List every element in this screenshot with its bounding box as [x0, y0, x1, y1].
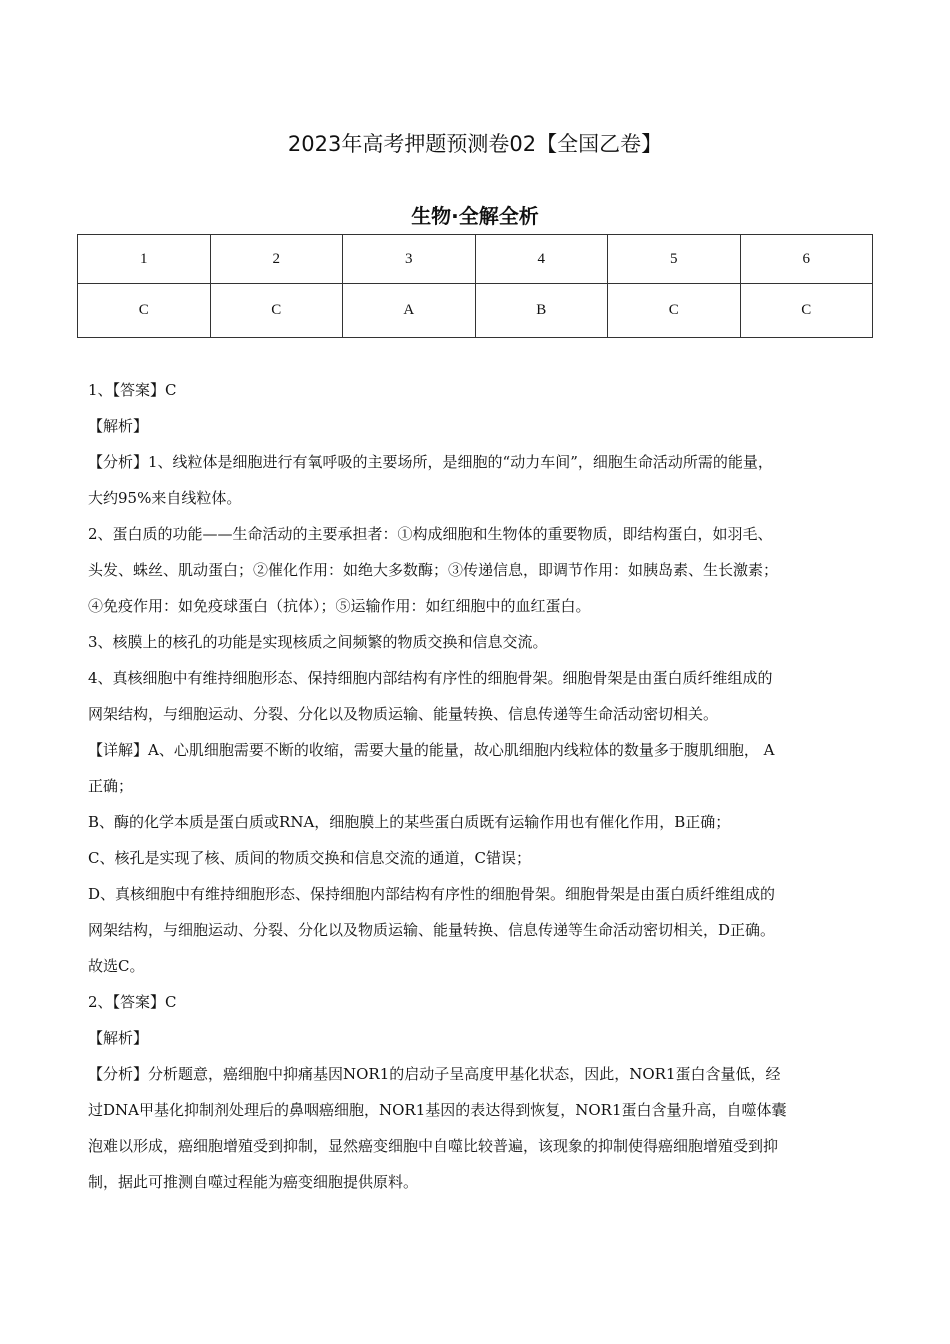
text-line: 【详解】A、心肌细胞需要不断的收缩，需要大量的能量，故心肌细胞内线粒体的数量多于腹肌细胞， A	[88, 741, 775, 759]
answer-cell: C	[608, 284, 741, 338]
text-line: 故选C。	[88, 957, 145, 975]
text-line: B、酶的化学本质是蛋白质或RNA，细胞膜上的某些蛋白质既有运输作用也有催化作用，B正确；	[88, 813, 731, 831]
answer-cell: A	[343, 284, 476, 338]
answer-cell: B	[475, 284, 608, 338]
answer-cell: C	[78, 284, 211, 338]
text-line: D、真核细胞中有维持细胞形态、保持细胞内部结构有序性的细胞骨架。细胞骨架是由蛋白质纤维组成的	[88, 885, 776, 903]
question-number-cell: 5	[608, 235, 741, 284]
text-line: 【分析】分析题意，癌细胞中抑痛基因NOR1的启动子呈高度甲基化状态，因此，NOR1蛋白含量低，经	[88, 1065, 781, 1083]
text-line: 泡难以形成，癌细胞增殖受到抑制，显然癌变细胞中自噬比较普遍，该现象的抑制使得癌细胞增殖受到抑	[88, 1137, 779, 1155]
text-line: 3、核膜上的核孔的功能是实现核质之间频繁的物质交换和信息交流。	[88, 633, 548, 651]
text-line: 2、【答案】C	[88, 993, 177, 1011]
document-subtitle: 生物·全解全析	[411, 204, 539, 228]
answer-table-number-row	[78, 235, 873, 284]
question-number-cell: 6	[740, 235, 873, 284]
text-line: 头发、蛛丝、肌动蛋白；②催化作用：如绝大多数酶；③传递信息，即调节作用：如胰岛素、生长激素；	[88, 561, 779, 579]
answer-cell: C	[740, 284, 873, 338]
text-line: 过DNA甲基化抑制剂处理后的鼻咽癌细胞，NOR1基因的表达得到恢复，NOR1蛋白含量升高，自噬体囊	[88, 1101, 787, 1119]
text-line: 【分析】1、线粒体是细胞进行有氧呼吸的主要场所，是细胞的“动力车间”，细胞生命活动所需的能量，	[88, 453, 773, 471]
text-line: 正确；	[88, 777, 134, 795]
text-line: 网架结构，与细胞运动、分裂、分化以及物质运输、能量转换、信息传递等生命活动密切相关。	[88, 705, 719, 723]
text-line: 【解析】	[88, 417, 149, 435]
answer-table-answer-row	[78, 284, 873, 338]
document-title: 2023年高考押题预测卷02【全国乙卷】	[287, 132, 663, 156]
explanation-body	[88, 372, 878, 1200]
question-number-cell: 3	[343, 235, 476, 284]
text-line: 大约95%来自线粒体。	[88, 489, 242, 507]
text-line: 【解析】	[88, 1029, 149, 1047]
text-line: ④免疫作用：如免疫球蛋白（抗体）；⑤运输作用：如红细胞中的血红蛋白。	[88, 597, 591, 615]
question-number-cell: 2	[210, 235, 343, 284]
text-line: 网架结构，与细胞运动、分裂、分化以及物质运输、能量转换、信息传递等生命活动密切相关，D正确。	[88, 921, 776, 939]
text-line: C、核孔是实现了核、质间的物质交换和信息交流的通道，C错误；	[88, 849, 531, 867]
answer-cell: C	[210, 284, 343, 338]
text-line: 4、真核细胞中有维持细胞形态、保持细胞内部结构有序性的细胞骨架。细胞骨架是由蛋白质纤维组成的	[88, 669, 773, 687]
text-line: 2、蛋白质的功能——生命活动的主要承担者：①构成细胞和生物体的重要物质，即结构蛋白，如羽毛、	[88, 525, 773, 543]
text-line: 1、【答案】C	[88, 381, 177, 399]
question-number-cell: 1	[78, 235, 211, 284]
answer-table	[77, 234, 873, 338]
text-line: 制，据此可推测自噬过程能为癌变细胞提供原料。	[88, 1173, 419, 1191]
question-number-cell: 4	[475, 235, 608, 284]
